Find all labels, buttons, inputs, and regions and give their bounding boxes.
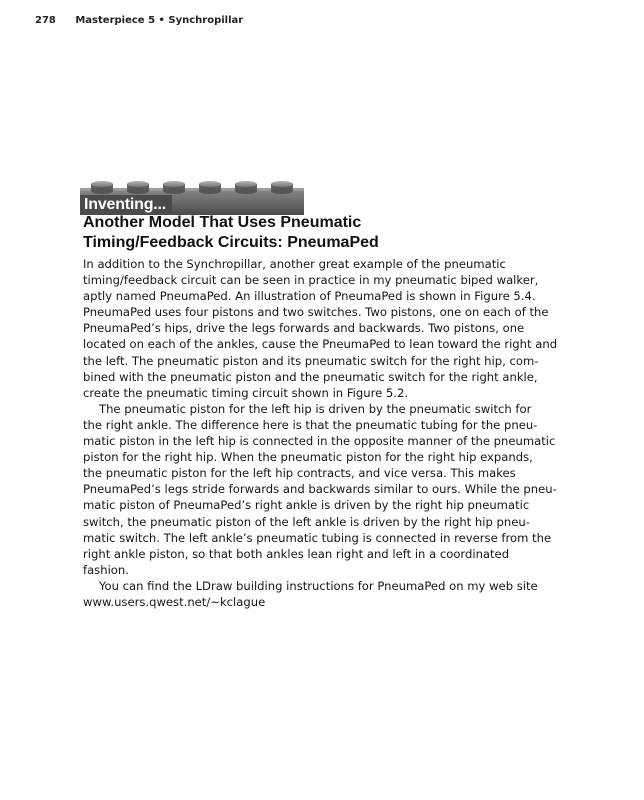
text-line: fashion.: [83, 562, 129, 577]
paragraph: [83, 578, 549, 610]
text-line: create the pneumatic timing circuit shown in Figure 5.2.: [83, 385, 409, 400]
text-line: right ankle piston, so that both ankles lean right and left in a coordinated: [83, 546, 510, 561]
text-line: matic switch. The left ankle’s pneumatic tubing is connected in reverse from the: [83, 530, 552, 545]
text-line: the left. The pneumatic piston and its pneumatic switch for the right hip, com-: [83, 353, 539, 368]
text-line: matic piston of PneumaPed’s right ankle is driven by the right hip pneumatic: [83, 498, 530, 513]
section-title-line: Timing/Feedback Circuits: PneumaPed: [83, 234, 379, 251]
inventing-label: Inventing...: [84, 196, 167, 213]
section-title-line: Another Model That Uses Pneumatic: [83, 214, 362, 231]
text-line: piston for the right hip. When the pneumatic piston for the right hip expands,: [83, 450, 533, 465]
text-line: PneumaPed’s hips, drive the legs forwards and backwards. Two pistons, one: [83, 321, 525, 336]
section-title: [83, 213, 563, 253]
text-line: aptly named PneumaPed. An illustration of PneumaPed is shown in Figure 5.4.: [83, 289, 536, 304]
text-line: The pneumatic piston for the left hip is driven by the pneumatic switch for: [99, 401, 532, 416]
text-line: switch, the pneumatic piston of the left ankle is driven by the right hip pneu-: [83, 514, 530, 529]
text-line: located on each of the ankles, cause the PneumaPed to lean toward the right and: [83, 337, 558, 352]
text-line: You can find the LDraw building instructions for PneumaPed on my web site: [99, 578, 538, 593]
web-address: www.users.qwest.net/~kclague: [83, 594, 266, 609]
body-text: [83, 256, 558, 610]
text-line: the right ankle. The difference here is that the pneumatic tubing for the pneu-: [83, 417, 538, 432]
text-line: PneumaPed uses four pistons and two switches. Two pistons, one on each of the: [83, 305, 549, 320]
inventing-banner: [80, 181, 305, 215]
text-line: In addition to the Synchropillar, another great example of the pneumatic: [83, 257, 506, 271]
text-line: timing/feedback circuit can be seen in practice in my pneumatic biped walker,: [83, 273, 539, 288]
text-line: matic piston in the left hip is connected in the opposite manner of the pneumatic: [83, 434, 556, 449]
page-number: 278: [35, 15, 56, 26]
text-line: bined with the pneumatic piston and the pneumatic switch for the right ankle,: [83, 369, 538, 384]
text-line: the pneumatic piston for the left hip contracts, and vice versa. This makes: [83, 466, 516, 481]
running-title: Masterpiece 5 • Synchropillar: [75, 15, 244, 26]
paragraph: [83, 401, 557, 578]
paragraph: [83, 256, 558, 401]
running-header: [35, 15, 243, 26]
text-line: PneumaPed’s legs stride forwards and backwards similar to ours. While the pneu-: [83, 482, 557, 497]
